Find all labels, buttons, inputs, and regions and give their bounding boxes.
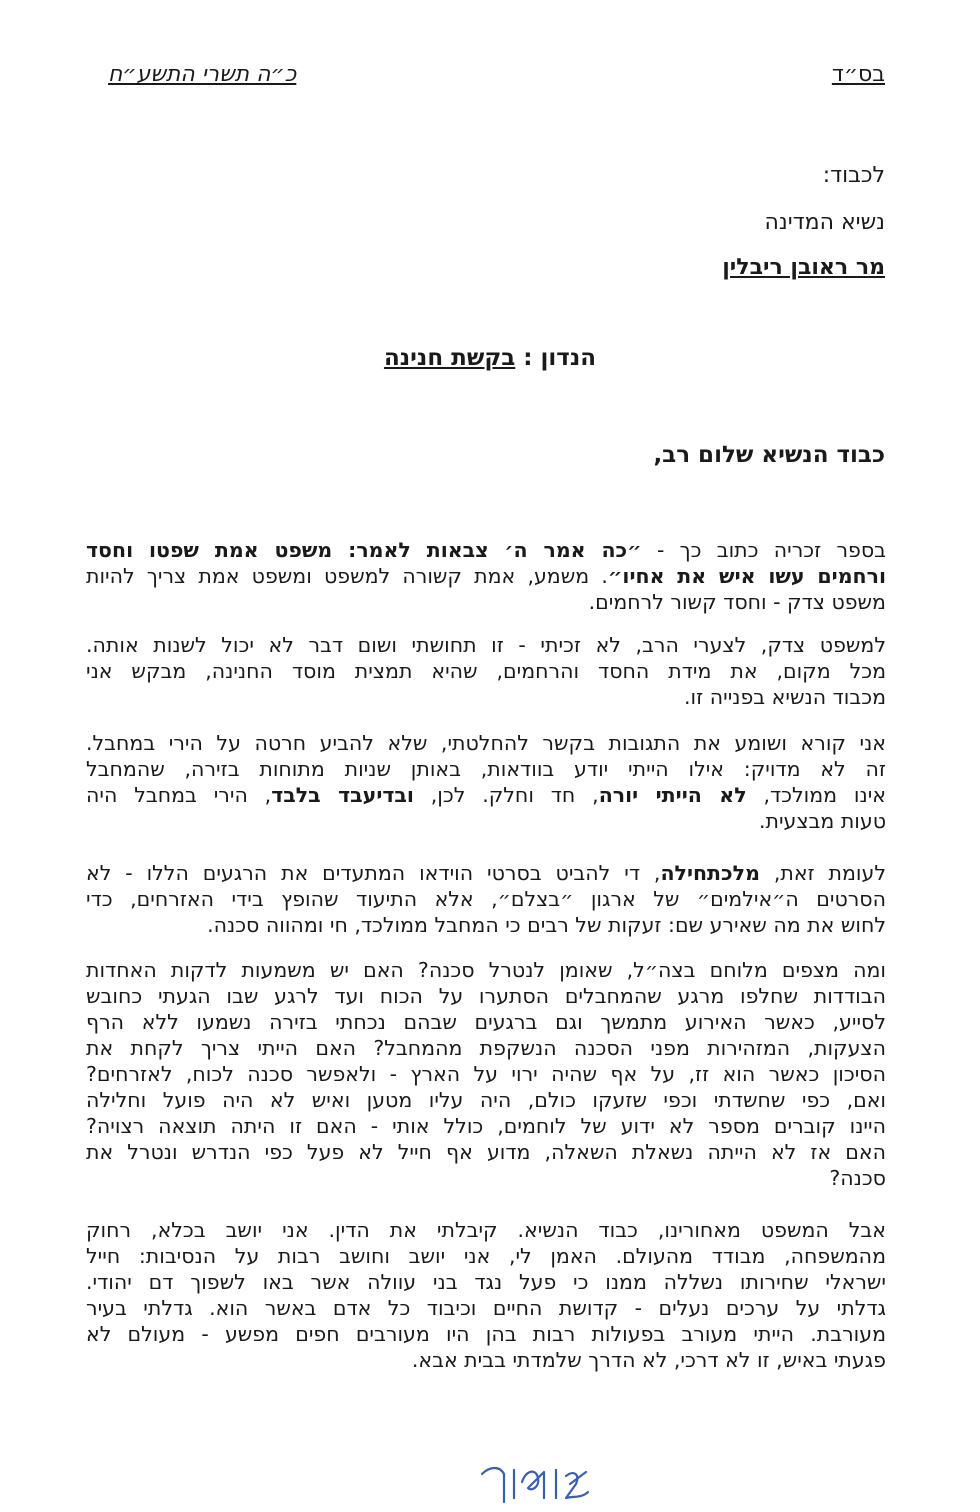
- paragraph-line: הסרטים ה״אילמים״ של ארגון ״בצלם״, אלא התיעוד שהופץ בידי האזרחים, כדי: [86, 887, 886, 911]
- paragraph-line: האם אז לא הייתה נשאלת השאלה, מדוע אף חייל לא פעל כפי הנדרש ונטרל את: [86, 1140, 886, 1164]
- paragraph-line: הבודדות שחלפו מרגע שהמחבלים הסתערו על הכוח ועד לרגע שבו הגעתי כחובש: [86, 984, 886, 1008]
- subject-label: הנדון :: [523, 345, 597, 371]
- text-span: בספר זכריה כתוב כך -: [641, 538, 886, 562]
- paragraph-6: [86, 1217, 886, 1373]
- text-span: , די להביט בסרטי הוידאו המתעדים את הרגעים הללו - לא: [86, 861, 661, 885]
- paragraph-line: ומה מצפים מלוחם בצה״ל, שאומן לנטרל סכנה? האם יש משמעות לדקות האחדות: [86, 958, 886, 982]
- paragraph-line: הצעקות, המזהירות מפני הסכנה הנשקפת מהמחבל? האם הייתי צריך לקחת את: [86, 1036, 886, 1060]
- quote-span: ורחמים עשו איש את אחיו״: [607, 564, 886, 588]
- paragraph-line: גדלתי על ערכים נעלים - קדושת החיים וכיבוד כל אדם באשר הוא. גדלתי בעיר: [86, 1296, 886, 1320]
- bold-span: לא הייתי יורה: [598, 783, 747, 807]
- greeting: כבוד הנשיא שלום רב,: [653, 442, 885, 468]
- paragraph-line: טעות מבצעית.: [758, 809, 886, 833]
- text-span: אינו ממולכד,: [746, 783, 887, 807]
- paragraph-line: [86, 563, 886, 589]
- quote-span: ״כה אמר ה׳ צבאות לאמר: משפט אמת שפטו וחסד: [86, 538, 642, 562]
- bsd-header: בס״ד: [831, 62, 885, 87]
- paragraph-line: פגעתי באיש, זו לא דרכי, לא הדרך שלמדתי בבית אבא.: [411, 1348, 886, 1372]
- paragraph-line: ישראלי שחירותו נשללה ממנו כי פעל נגד בני עוולה אשר באו לשפוך דם יהודי.: [86, 1270, 886, 1294]
- paragraph-line: [86, 782, 886, 808]
- paragraph-line: למשפט צדק, לצערי הרב, לא זכיתי - זו תחושתי ושום דבר לא יכול לשנות אותה.: [86, 633, 886, 657]
- paragraph-line: אני קורא ושומע את התגובות בקשר להחלטתי, שלא להביע חרטה על הירי במחבל.: [86, 731, 886, 755]
- paragraph-line: [86, 537, 886, 563]
- address-title: נשיא המדינה: [764, 210, 885, 235]
- text-span: . משמע, אמת קשורה למשפט ומשפט אמת צריך להיות: [86, 564, 608, 588]
- paragraph-2: [86, 632, 886, 710]
- paragraph-line: היינו קוברים מספר לא ידוע של לוחמים, כולל אותי - האם זו היתה תוצאה רצויה?: [86, 1114, 886, 1138]
- paragraph-line: [86, 860, 886, 886]
- paragraph-3: [86, 730, 886, 834]
- paragraph-line: אבל המשפט מאחורינו, כבוד הנשיא. קיבלתי את הדין. אני יושב בכלא, רחוק: [86, 1218, 886, 1242]
- bold-span: מלכתחילה: [660, 861, 760, 885]
- paragraph-line: מכל מקום, את מידת החסד והרחמים, שהיא תמצית מוסד החנינה, מבקש אני: [86, 659, 886, 683]
- paragraph-4: [86, 860, 886, 938]
- address-to: לכבוד:: [822, 163, 885, 188]
- text-span: , חד וחלק. לכן,: [413, 783, 599, 807]
- paragraph-line: ואם, כפי שחשדתי וכפי שזעקו כולם, היה עליו מטען ואיש לא היה פועל וחלילה: [86, 1088, 886, 1112]
- paragraph-line: משפט צדק - וחסד קשור לרחמים.: [588, 590, 886, 614]
- paragraph-5: [86, 957, 886, 1191]
- subject-text: בקשת חנינה: [383, 345, 516, 371]
- paragraph-line: מעורבת. הייתי מעורב בפעולות רבות בהן היו מעורבים חפים מפשע - מעולם לא: [86, 1322, 886, 1346]
- text-span: לעומת זאת,: [759, 861, 886, 885]
- paragraph-line: מהמשפחה, מבודד מהעולם. האמן לי, אני יושב וחושב רבות על הנסיבות: חייל: [86, 1244, 886, 1268]
- paragraph-line: לסייע, כאשר האירוע מתמשך וגם ברגעים שבהם נכחתי בזירה נשמעו ללא הרף: [86, 1010, 886, 1034]
- paragraph-1: [86, 537, 886, 615]
- subject-line: [0, 345, 980, 371]
- paragraph-line: סכנה?: [829, 1166, 886, 1190]
- paragraph-line: הסיכון כאשר הוא זז, על אף שהיה ירוי על הארץ - ולאפשר סכנה לכוח, לאזרחים?: [86, 1062, 886, 1086]
- handwritten-signature: [470, 1452, 600, 1512]
- date-header: כ״ה תשרי התשע״ח: [108, 62, 297, 87]
- text-span: , הירי במחבל היה: [86, 783, 272, 807]
- bold-span: ובדיעבד בלבד: [271, 783, 414, 807]
- paragraph-line: זה לא מדויק: אילו הייתי יודע בוודאות, באותן שניות מתוחות בזירה, שהמחבל: [86, 757, 886, 781]
- paragraph-line: מכבוד הנשיא בפנייה זו.: [684, 685, 886, 709]
- paragraph-line: לחוש את מה שאירע שם: זעקות של רבים כי המחבל ממולכד, חי ומהווה סכנה.: [207, 913, 886, 937]
- address-name: מר ראובן ריבלין: [722, 255, 885, 280]
